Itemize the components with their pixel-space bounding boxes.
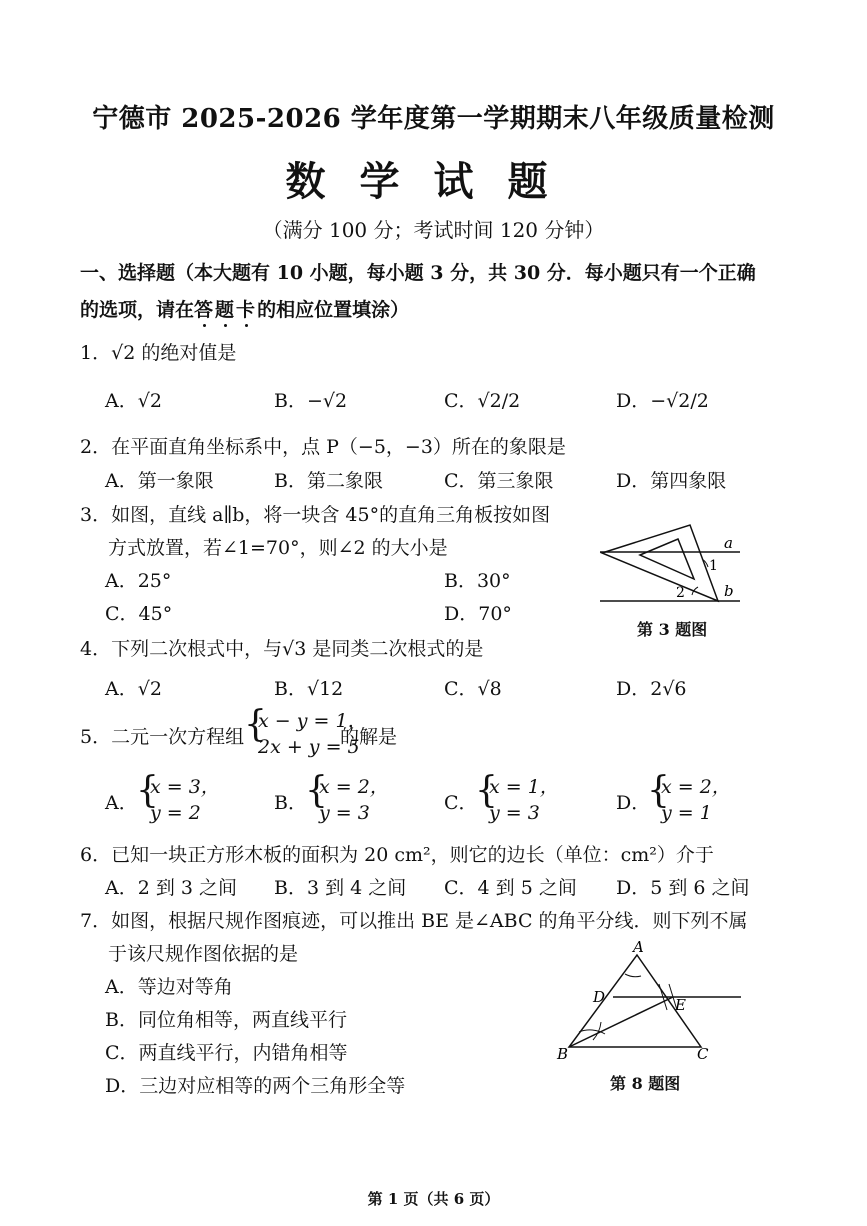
- q1-option-c: C．√2/2: [444, 390, 521, 412]
- section-heading-line1: 一、选择题（本大题有 10 小题，每小题 3 分，共 30 分．每小题只有一个正确: [80, 262, 756, 284]
- q6-option-c: C．4 到 5 之间: [444, 877, 577, 899]
- section-heading-line2: [80, 295, 409, 322]
- q3-option-b: B．30°: [444, 570, 511, 592]
- q2-stem: 2．在平面直角坐标系中，点 P（−5，−3）所在的象限是: [80, 436, 566, 458]
- q4-option-d: D．2√6: [616, 678, 687, 700]
- section-heading-text-end: 的相应位置填涂）: [257, 299, 410, 321]
- q7-option-c: C．两直线平行，内错角相等: [105, 1042, 348, 1064]
- q4-stem: 4．下列二次根式中，与√3 是同类二次根式的是: [80, 638, 484, 660]
- q5-option-d-brace: {: [647, 770, 670, 811]
- q5-option-c-eq1: x = 1，: [489, 776, 559, 798]
- q3-stem-line2: 方式放置，若∠1=70°，则∠2 的大小是: [108, 537, 448, 559]
- q4-option-b: B．√12: [274, 678, 344, 700]
- q3-stem-line1: 3．如图，直线 a∥b，将一块含 45°的直角三角板按如图: [80, 504, 551, 526]
- q5-option-a-label: A．: [105, 792, 138, 814]
- q8-figure: [555, 940, 750, 1065]
- q7-option-b: B．同位角相等，两直线平行: [105, 1009, 347, 1031]
- q1-option-d: D．−√2/2: [616, 390, 709, 412]
- q2-option-a: A．第一象限: [105, 470, 214, 492]
- page-footer: 第 1 页（共 6 页）: [367, 1190, 500, 1208]
- q6-option-a: A．2 到 3 之间: [105, 877, 238, 899]
- angle-1-label: 1: [709, 558, 718, 574]
- point-a-label: A: [633, 940, 644, 956]
- q4-option-c: C．√8: [444, 678, 502, 700]
- q5-option-b-label: B．: [274, 792, 307, 814]
- q5-system-eq1: x − y = 1，: [258, 710, 367, 732]
- q5-option-b-brace: {: [305, 770, 328, 811]
- q7-stem-line2: 于该尺规作图依据的是: [108, 943, 299, 965]
- q5-option-c-label: C．: [444, 792, 478, 814]
- q7-option-d: D．三边对应相等的两个三角形全等: [105, 1075, 406, 1097]
- q1-stem: 1．√2 的绝对值是: [80, 342, 237, 364]
- q5-option-a-eq2: y = 2: [150, 802, 201, 824]
- q5-option-a-brace: {: [136, 770, 159, 811]
- q1-option-b: B．−√2: [274, 390, 348, 412]
- q5-option-c-eq2: y = 3: [489, 802, 540, 824]
- point-e-label: E: [675, 996, 686, 1014]
- q5-option-b-eq2: y = 3: [319, 802, 370, 824]
- q7-option-a: A．等边对等角: [105, 976, 233, 998]
- q3-figure: [590, 515, 750, 615]
- q6-stem: 6．已知一块正方形木板的面积为 20 cm²，则它的边长（单位：cm²）介于: [80, 844, 714, 866]
- q3-option-c: C．45°: [105, 603, 173, 625]
- q5-system-eq2: 2x + y = 5: [258, 736, 360, 758]
- q6-option-b: B．3 到 4 之间: [274, 877, 407, 899]
- point-d-label: D: [593, 988, 606, 1006]
- q1-option-a: A．√2: [105, 390, 162, 412]
- q5-stem: 5．二元一次方程组: [80, 726, 245, 748]
- q3-option-a: A．25°: [105, 570, 172, 592]
- point-c-label: C: [697, 1045, 709, 1063]
- q2-option-b: B．第二象限: [274, 470, 383, 492]
- point-b-label: B: [557, 1045, 569, 1063]
- q5-option-a-eq1: x = 3，: [150, 776, 220, 798]
- q5-option-d-eq2: y = 1: [661, 802, 712, 824]
- q5-option-b-eq1: x = 2，: [319, 776, 389, 798]
- q2-option-c: C．第三象限: [444, 470, 554, 492]
- q3-figure-caption: 第 3 题图: [637, 620, 708, 639]
- section-heading-text: 的选项，请在: [80, 299, 195, 321]
- q8-figure-caption: 第 8 题图: [610, 1074, 681, 1093]
- line-b-label: b: [724, 582, 734, 600]
- q5-option-c-brace: {: [475, 770, 498, 811]
- page-title: 宁德市 2025-2026 学年度第一学期期末八年级质量检测: [92, 104, 775, 134]
- q4-option-a: A．√2: [105, 678, 162, 700]
- line-a-label: a: [724, 534, 733, 552]
- q5-stem-end: 的解是: [340, 726, 398, 748]
- q2-option-d: D．第四象限: [616, 470, 727, 492]
- angle-2-label: 2: [676, 585, 685, 601]
- q5-option-d-eq1: x = 2，: [661, 776, 731, 798]
- exam-info: （满分 100 分；考试时间 120 分钟）: [262, 218, 605, 242]
- paper-subtitle: 数学试题: [285, 158, 582, 205]
- emphasis-answer-card: 答题卡: [194, 299, 258, 321]
- q3-option-d: D．70°: [444, 603, 512, 625]
- q5-system-brace: {: [244, 704, 267, 745]
- q6-option-d: D．5 到 6 之间: [616, 877, 750, 899]
- q7-stem-line1: 7．如图，根据尺规作图痕迹，可以推出 BE 是∠ABC 的角平分线．则下列不属: [80, 910, 748, 932]
- q5-option-d-label: D．: [616, 792, 651, 814]
